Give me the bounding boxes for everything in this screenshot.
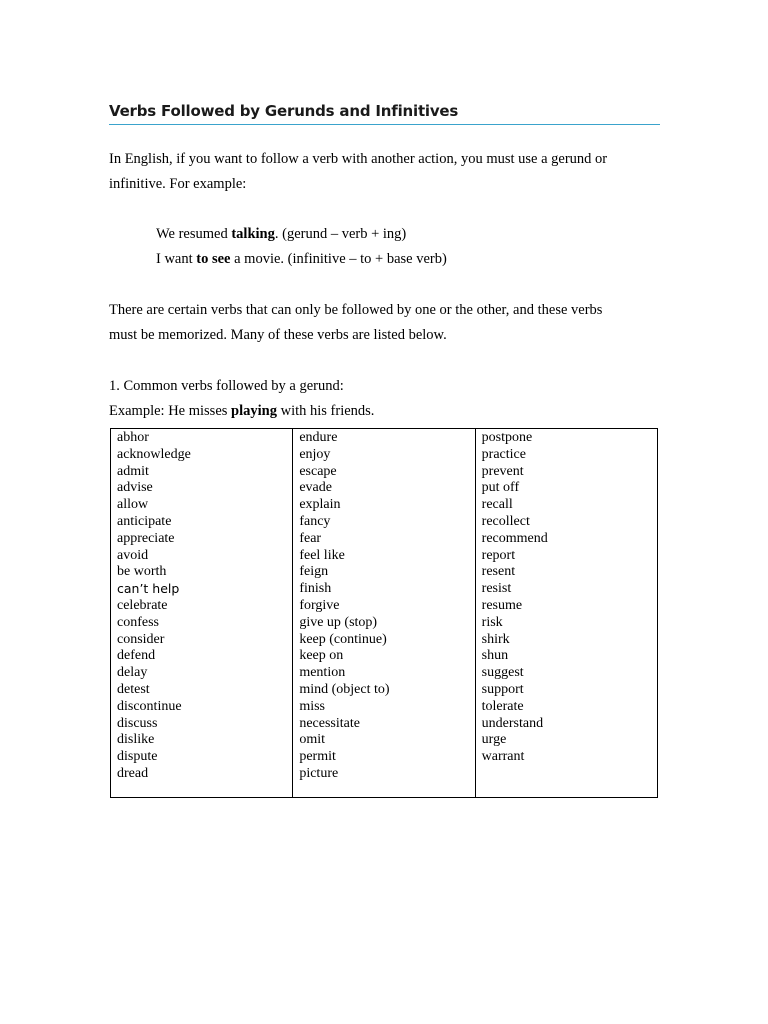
verb-item: delay [117, 665, 148, 681]
verb-item: abhor [117, 430, 149, 445]
verb-item: enjoy [299, 446, 331, 462]
gerund-example-after: . (gerund – verb + ing) [274, 226, 407, 242]
verb-item: risk [481, 614, 503, 630]
rules-paragraph [109, 298, 669, 348]
verb-item: feel like [299, 547, 345, 563]
verb-item: admit [117, 463, 149, 479]
verb-item: omit [299, 732, 325, 748]
verb-item: resume [481, 597, 523, 613]
verb-item: avoid [117, 547, 149, 563]
verb-item: dread [117, 765, 149, 781]
verb-item: mention [299, 665, 346, 681]
verb-column-2 [293, 429, 475, 798]
infinitive-example [156, 247, 716, 272]
verb-item: fancy [299, 513, 331, 529]
verb-item: mind (object to) [299, 681, 390, 697]
verb-item: necessitate [299, 715, 360, 731]
verb-item: escape [299, 463, 337, 479]
verb-item: fear [299, 530, 322, 546]
verb-item: suggest [481, 665, 524, 681]
infinitive-example-before: I want [156, 251, 197, 267]
verb-item: urge [481, 732, 507, 748]
section-1-example [109, 399, 669, 424]
verb-item: finish [299, 581, 332, 597]
verb-column-3 [475, 429, 657, 798]
verb-item: warrant [481, 749, 525, 765]
verb-item: feign [299, 564, 329, 580]
gerund-verbs-table [110, 428, 658, 798]
verb-item: defend [117, 648, 156, 664]
verb-item: confess [117, 614, 159, 630]
verb-item: recollect [481, 513, 530, 529]
page-title: Verbs Followed by Gerunds and Infinitives [109, 102, 660, 125]
section-1-example-bold: playing [231, 403, 277, 419]
intro-line-2: infinitive. For example: [109, 176, 247, 192]
verb-item: dispute [117, 749, 158, 765]
verb-item: recall [481, 497, 513, 513]
verb-item: picture [299, 765, 339, 781]
verb-item: can’t help [117, 581, 180, 597]
verb-item: appreciate [117, 530, 175, 546]
verb-item: explain [299, 497, 341, 513]
verb-item: tolerate [481, 698, 524, 714]
verb-item: recommend [481, 530, 548, 546]
verb-item: miss [299, 698, 326, 714]
verb-item: acknowledge [117, 446, 191, 462]
verb-item: dislike [117, 732, 155, 748]
gerund-example [156, 222, 716, 247]
infinitive-example-after: a movie. (infinitive – to + base verb) [230, 251, 447, 267]
section-1-example-after: with his friends. [276, 403, 375, 419]
verb-item: allow [117, 497, 149, 513]
verb-item: be worth [117, 564, 167, 580]
verb-item: discuss [117, 715, 158, 731]
verb-item: endure [299, 430, 338, 445]
section-1-example-before: Example: He misses [109, 403, 232, 419]
verb-item: support [481, 681, 524, 697]
verb-item: forgive [299, 597, 340, 613]
verb-item: celebrate [117, 597, 168, 613]
intro-line-1: In English, if you want to follow a verb with another action, you must use a gerund or [109, 151, 608, 167]
verb-item: keep on [299, 648, 344, 664]
verb-item: resist [481, 581, 512, 597]
gerund-example-before: We resumed [156, 226, 232, 242]
verb-item: permit [299, 749, 336, 765]
verb-column-1 [111, 429, 293, 798]
verb-item: put off [481, 480, 520, 496]
rules-line-2: must be memorized. Many of these verbs are listed below. [109, 327, 447, 343]
verb-item: understand [481, 715, 544, 731]
verb-item: practice [481, 446, 526, 462]
verb-item: prevent [481, 463, 524, 479]
rules-line-1: There are certain verbs that can only be followed by one or the other, and these verbs [109, 302, 603, 318]
verb-item: consider [117, 631, 165, 647]
section-1-title: 1. Common verbs followed by a gerund: [109, 378, 344, 394]
intro-paragraph [109, 147, 669, 197]
infinitive-example-bold: to see [196, 251, 231, 267]
verb-item: anticipate [117, 513, 172, 529]
verb-item: shun [481, 648, 509, 664]
verb-item: advise [117, 480, 153, 496]
gerund-example-bold: talking [231, 226, 275, 242]
verb-item: give up (stop) [299, 614, 378, 630]
verb-item: report [481, 547, 516, 563]
table-row [111, 429, 658, 798]
verb-item: shirk [481, 631, 510, 647]
verb-item: keep (continue) [299, 631, 387, 647]
verb-item: discontinue [117, 698, 182, 714]
verb-item: evade [299, 480, 332, 496]
verb-item: resent [481, 564, 516, 580]
verb-item: detest [117, 681, 150, 697]
verb-item: postpone [481, 430, 533, 445]
